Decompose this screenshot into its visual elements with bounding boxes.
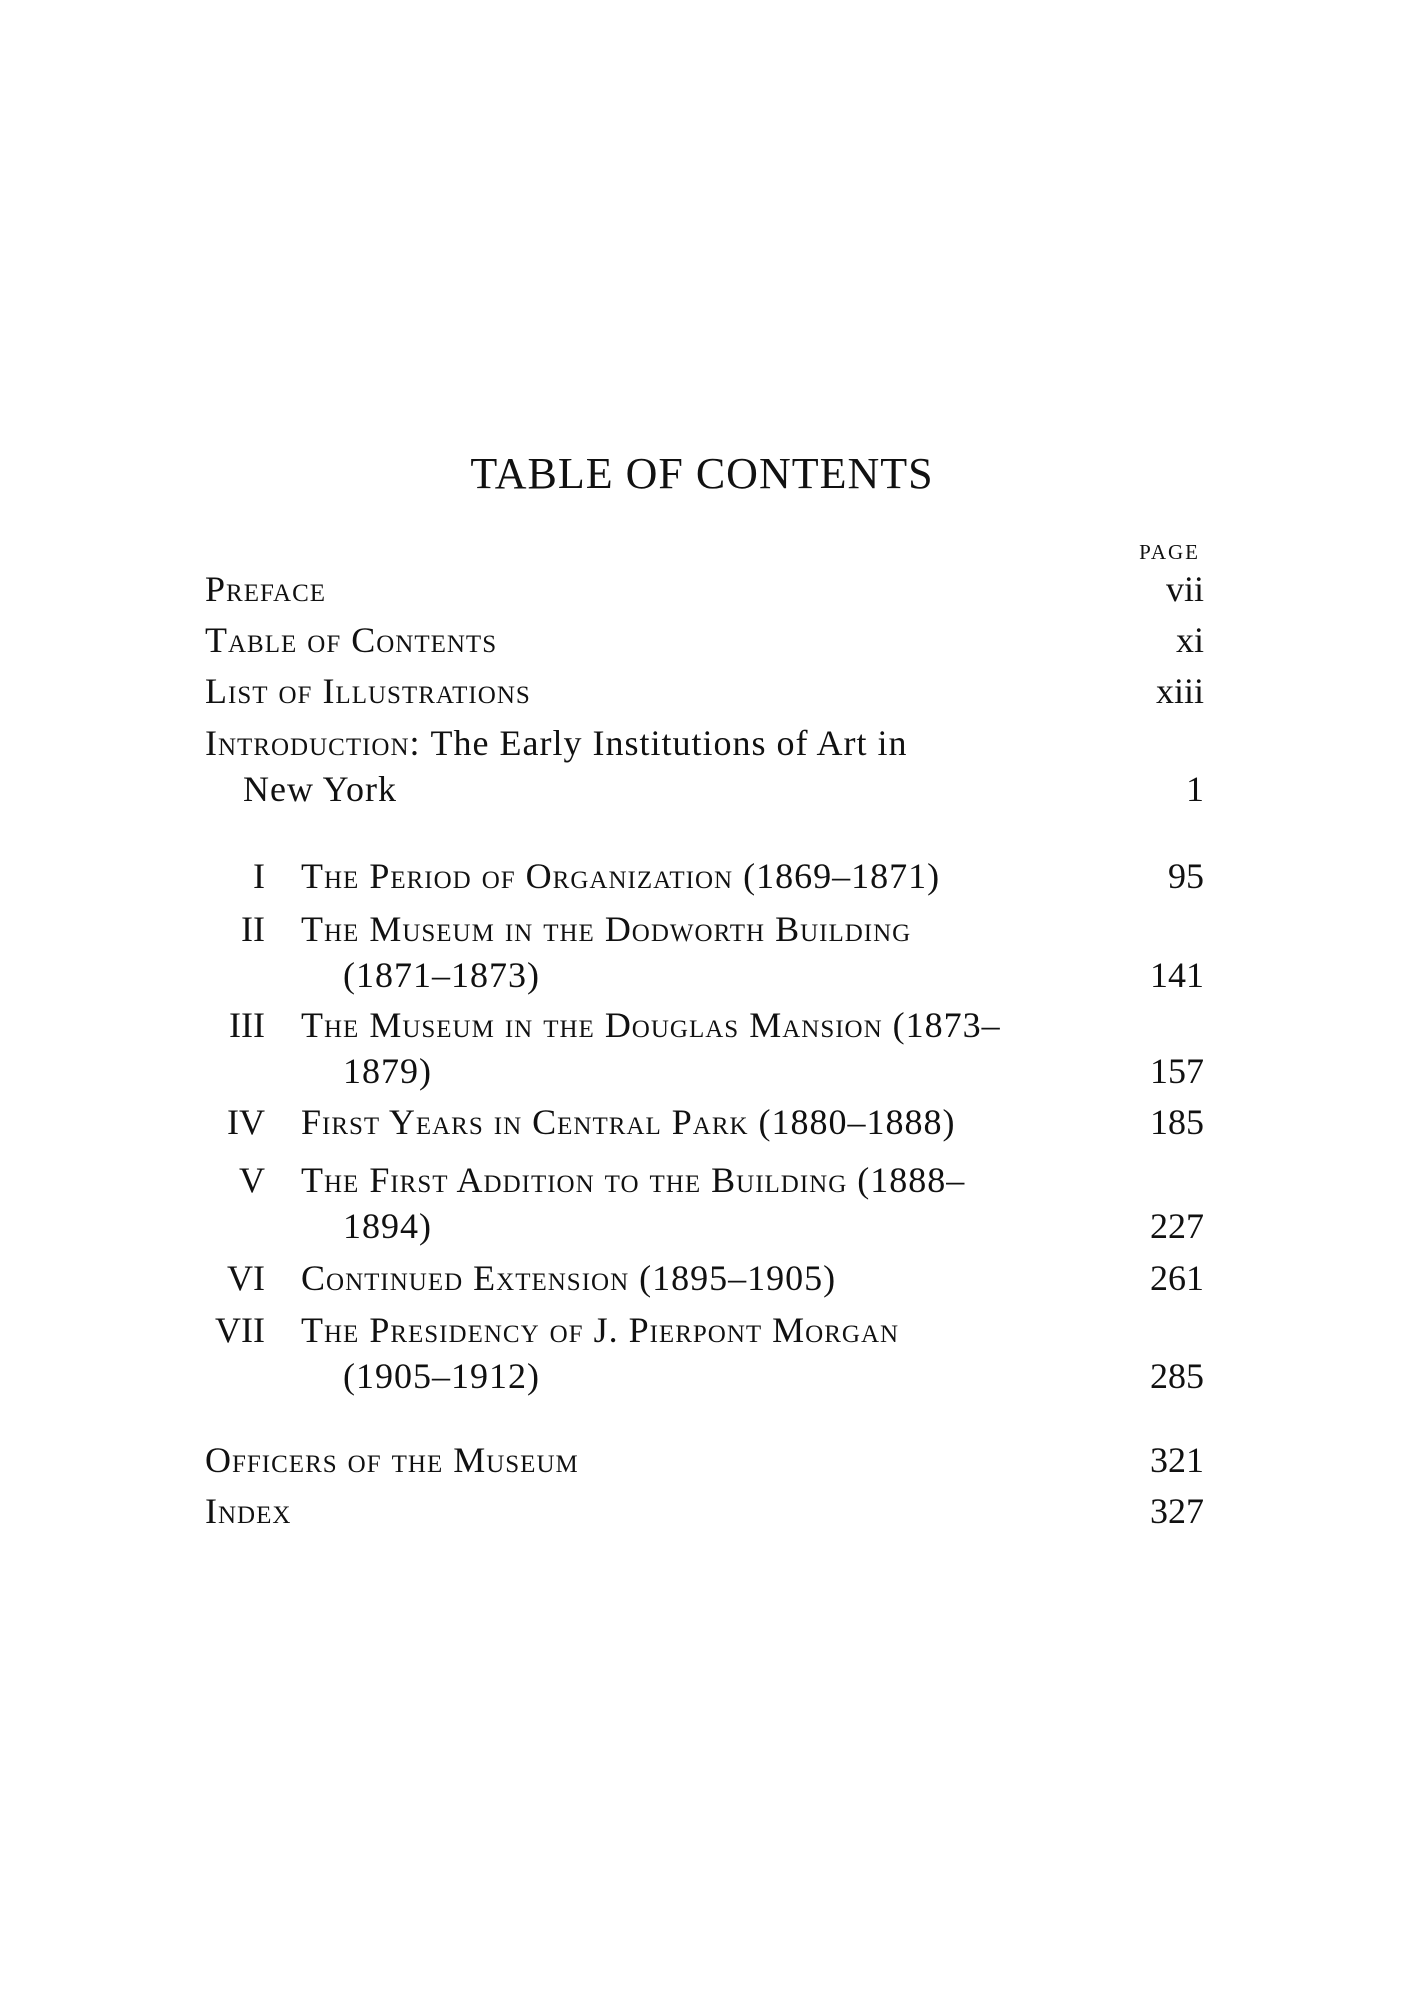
toc-chapter-1[interactable] <box>205 853 1204 899</box>
entry-title: Preface <box>205 569 327 609</box>
chapter-title-line1: The First Addition to the Building (1888– <box>301 1160 966 1200</box>
chapter-title: Continued Extension (1895–1905) <box>301 1258 837 1298</box>
entry-page: 261 <box>1150 1258 1204 1298</box>
entry-page: 95 <box>1168 856 1204 896</box>
chapter-title-line1: The Museum in the Douglas Mansion (1873– <box>301 1005 1001 1045</box>
entry-page: 327 <box>1150 1491 1204 1531</box>
chapter-title-line2: 1894) <box>343 1206 432 1246</box>
chapter-number: I <box>253 856 265 896</box>
entry-page: 321 <box>1150 1440 1204 1480</box>
chapter-number: III <box>229 1005 265 1045</box>
toc-chapter-5[interactable] <box>205 1157 1204 1249</box>
chapter-number: V <box>239 1160 265 1200</box>
entry-page: 185 <box>1150 1102 1204 1142</box>
entry-page: 227 <box>1150 1206 1204 1246</box>
chapter-title-line2: 1879) <box>343 1051 432 1091</box>
toc-entry-table-of-contents[interactable] <box>205 617 1204 663</box>
entry-page: xi <box>1175 620 1204 660</box>
entry-title <box>205 720 1204 812</box>
toc-chapter-6[interactable] <box>205 1255 1204 1301</box>
toc-entry-list-of-illustrations[interactable] <box>205 668 1204 714</box>
chapter-number: VI <box>227 1258 265 1298</box>
toc-entry-officers[interactable] <box>205 1437 1204 1483</box>
chapter-title <box>301 1307 1204 1399</box>
toc-chapter-7[interactable] <box>205 1307 1204 1399</box>
entry-title: List of Illustrations <box>205 671 531 711</box>
toc-entry-preface[interactable] <box>205 566 1204 612</box>
toc-entry-introduction[interactable] <box>205 720 1204 812</box>
chapter-title-line2: (1871–1873) <box>343 955 540 995</box>
intro-subtitle-continuation: New York <box>243 769 398 809</box>
entry-page: 285 <box>1150 1356 1204 1396</box>
toc-chapter-4[interactable] <box>205 1099 1204 1145</box>
intro-label: Introduction: <box>205 723 421 763</box>
chapter-title <box>301 906 1204 998</box>
toc-chapter-2[interactable] <box>205 906 1204 998</box>
toc-entry-index[interactable] <box>205 1488 1204 1534</box>
toc-chapter-3[interactable] <box>205 1002 1204 1094</box>
chapter-title: The Period of Organization (1869–1871) <box>301 856 941 896</box>
chapter-title: First Years in Central Park (1880–1888) <box>301 1102 956 1142</box>
entry-title: Officers of the Museum <box>205 1440 579 1480</box>
entry-page: 141 <box>1150 955 1204 995</box>
chapter-title-line1: The Museum in the Dodworth Building <box>301 909 912 949</box>
chapter-number: IV <box>227 1102 265 1142</box>
entry-page: 1 <box>1186 769 1204 809</box>
entry-page: xiii <box>1155 671 1204 711</box>
intro-subtitle: The Early Institutions of Art in <box>430 723 908 763</box>
entry-title: Index <box>205 1491 292 1531</box>
chapter-title-line2: (1905–1912) <box>343 1356 540 1396</box>
chapter-title <box>301 1002 1204 1094</box>
entry-title: Table of Contents <box>205 620 498 660</box>
chapter-title-line1: The Presidency of J. Pierpont Morgan <box>301 1310 900 1350</box>
entry-page: 157 <box>1150 1051 1204 1091</box>
chapter-title <box>301 1157 1204 1249</box>
page-column-label: PAGE <box>1139 540 1200 564</box>
page-title: TABLE OF CONTENTS <box>470 449 934 498</box>
entry-page: vii <box>1165 569 1204 609</box>
chapter-number: II <box>241 909 265 949</box>
chapter-number: VII <box>215 1310 265 1350</box>
